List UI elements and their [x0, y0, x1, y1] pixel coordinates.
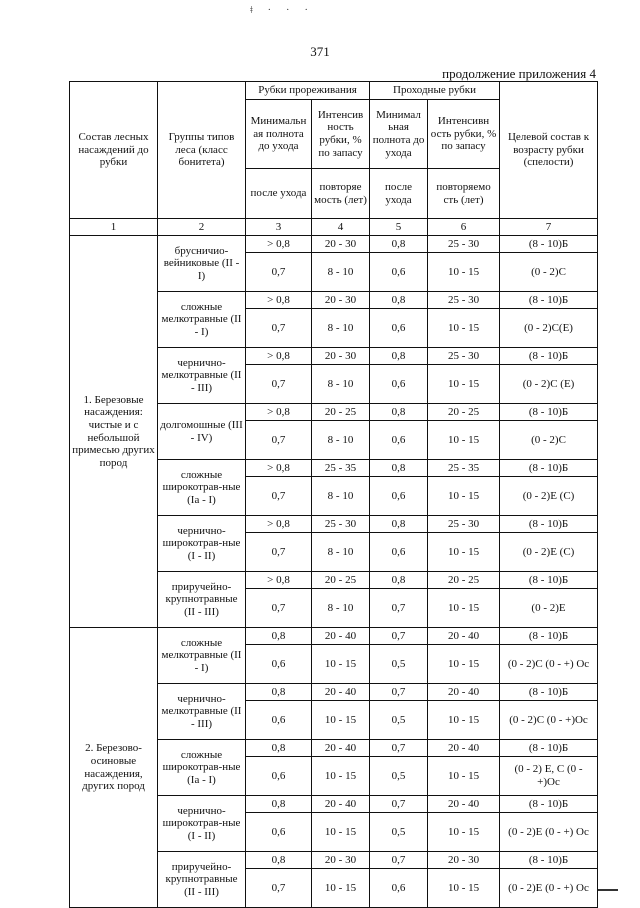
intensity-pass-cell: 10 - 15	[428, 589, 500, 628]
header-row-1	[70, 82, 598, 100]
intensity-thin-cell: 8 - 10	[312, 533, 370, 572]
target-composition-cell: (8 - 10)Б	[500, 852, 598, 869]
density-before-pass-cell: 0,7	[370, 628, 428, 645]
density-before-thin-cell: 0,7	[246, 869, 312, 908]
intensity-thin-cell: 8 - 10	[312, 477, 370, 516]
forest-type-group: чернично-мелкотравные (II - III)	[158, 684, 246, 740]
intensity-pass-cell: 20 - 40	[428, 796, 500, 813]
column-number: 2	[158, 219, 246, 236]
target-composition-cell: (8 - 10)Б	[500, 292, 598, 309]
intensity-pass-cell: 25 - 30	[428, 236, 500, 253]
intensity-thin-cell: 20 - 40	[312, 796, 370, 813]
column-numbers-row	[70, 219, 598, 236]
target-composition-cell: (8 - 10)Б	[500, 572, 598, 589]
header-after-pass: после ухода	[370, 169, 428, 219]
density-before-thin-cell: 0,7	[246, 309, 312, 348]
target-composition-cell: (8 - 10)Б	[500, 236, 598, 253]
target-composition-cell: (8 - 10)Б	[500, 684, 598, 701]
intensity-thin-cell: 20 - 30	[312, 348, 370, 365]
density-before-pass-cell: 0,7	[370, 852, 428, 869]
density-before-pass-cell: 0,8	[370, 404, 428, 421]
density-before-thin-cell: 0,7	[246, 477, 312, 516]
density-before-thin-cell: > 0,8	[246, 292, 312, 309]
intensity-pass-cell: 10 - 15	[428, 309, 500, 348]
intensity-pass-cell: 25 - 30	[428, 516, 500, 533]
intensity-thin-cell: 25 - 35	[312, 460, 370, 477]
density-before-pass-cell: 0,6	[370, 421, 428, 460]
density-before-thin-cell: 0,7	[246, 365, 312, 404]
intensity-pass-cell: 10 - 15	[428, 253, 500, 292]
header-intensity-pass: Интенсивн ость рубки, % по запасу	[428, 100, 500, 169]
intensity-thin-cell: 8 - 10	[312, 589, 370, 628]
density-before-pass-cell: 0,7	[370, 796, 428, 813]
intensity-pass-cell: 20 - 40	[428, 740, 500, 757]
continuation-label: продолжение приложения 4	[442, 66, 596, 81]
intensity-pass-cell: 10 - 15	[428, 533, 500, 572]
density-before-thin-cell: > 0,8	[246, 516, 312, 533]
target-composition-cell: (8 - 10)Б	[500, 516, 598, 533]
target-composition-cell: (8 - 10)Б	[500, 796, 598, 813]
intensity-pass-cell: 10 - 15	[428, 757, 500, 796]
header-repeat-pass: повторяемо сть (лет)	[428, 169, 500, 219]
density-before-pass-cell: 0,8	[370, 348, 428, 365]
target-composition-cell: (8 - 10)Б	[500, 628, 598, 645]
density-before-pass-cell: 0,6	[370, 533, 428, 572]
forest-type-group: чернично-широкотрав-ные (I - II)	[158, 516, 246, 572]
intensity-pass-cell: 10 - 15	[428, 701, 500, 740]
intensity-pass-cell: 10 - 15	[428, 477, 500, 516]
intensity-pass-cell: 20 - 30	[428, 852, 500, 869]
density-before-thin-cell: 0,8	[246, 628, 312, 645]
target-composition-cell: (8 - 10)Б	[500, 460, 598, 477]
intensity-thin-cell: 8 - 10	[312, 421, 370, 460]
density-before-thin-cell: 0,8	[246, 796, 312, 813]
forest-type-group: чернично-мелкотравные (II - III)	[158, 348, 246, 404]
header-passing: Проходные рубки	[370, 82, 500, 100]
target-composition-cell: (0 - 2)Е	[500, 589, 598, 628]
forest-type-group: брусничио-вейниковые (II - I)	[158, 236, 246, 292]
density-before-thin-cell: 0,8	[246, 740, 312, 757]
density-before-thin-cell: 0,8	[246, 852, 312, 869]
intensity-thin-cell: 20 - 25	[312, 572, 370, 589]
forest-type-group: сложные широкотрав-ные (Ia - I)	[158, 460, 246, 516]
column-number: 6	[428, 219, 500, 236]
target-composition-cell: (0 - 2)Е (0 - +) Ос	[500, 869, 598, 908]
density-before-thin-cell: 0,8	[246, 684, 312, 701]
column-number: 1	[70, 219, 158, 236]
density-before-pass-cell: 0,8	[370, 236, 428, 253]
target-composition-cell: (8 - 10)Б	[500, 348, 598, 365]
forest-type-group: сложные широкотрав-ные (Ia - I)	[158, 740, 246, 796]
header-groups: Группы типов леса (класс бонитета)	[158, 82, 246, 219]
target-composition-cell: (0 - 2)С (0 - +)Ос	[500, 701, 598, 740]
scan-marks: ǂ · · ·	[250, 4, 314, 16]
density-before-thin-cell: 0,7	[246, 253, 312, 292]
header-min-density-thin: Минимальн ая полнота до ухода	[246, 100, 312, 169]
target-composition-cell: (0 - 2)С	[500, 421, 598, 460]
density-before-pass-cell: 0,6	[370, 477, 428, 516]
column-number: 3	[246, 219, 312, 236]
density-before-thin-cell: > 0,8	[246, 572, 312, 589]
density-before-pass-cell: 0,7	[370, 740, 428, 757]
intensity-thin-cell: 20 - 40	[312, 740, 370, 757]
intensity-thin-cell: 10 - 15	[312, 813, 370, 852]
intensity-thin-cell: 20 - 25	[312, 404, 370, 421]
density-before-thin-cell: 0,6	[246, 645, 312, 684]
target-composition-cell: (8 - 10)Б	[500, 404, 598, 421]
intensity-thin-cell: 20 - 40	[312, 628, 370, 645]
header-thinning: Рубки прореживания	[246, 82, 370, 100]
density-before-pass-cell: 0,8	[370, 572, 428, 589]
target-composition-cell: (0 - 2)Е (С)	[500, 533, 598, 572]
intensity-thin-cell: 20 - 30	[312, 236, 370, 253]
density-before-pass-cell: 0,7	[370, 684, 428, 701]
density-before-thin-cell: > 0,8	[246, 404, 312, 421]
intensity-thin-cell: 10 - 15	[312, 645, 370, 684]
intensity-pass-cell: 20 - 25	[428, 404, 500, 421]
intensity-pass-cell: 10 - 15	[428, 813, 500, 852]
density-before-thin-cell: 0,7	[246, 533, 312, 572]
column-number: 4	[312, 219, 370, 236]
density-before-pass-cell: 0,6	[370, 253, 428, 292]
forest-type-group: чернично-широкотрав-ные (I - II)	[158, 796, 246, 852]
density-before-thin-cell: 0,7	[246, 589, 312, 628]
density-before-pass-cell: 0,7	[370, 589, 428, 628]
intensity-pass-cell: 25 - 30	[428, 348, 500, 365]
forest-type-group: приручейно-крупнотравные (II - III)	[158, 852, 246, 908]
target-composition-cell: (0 - 2) Е, С (0 - +)Ос	[500, 757, 598, 796]
forest-type-group: приручейно-крупнотравные (II - III)	[158, 572, 246, 628]
density-before-pass-cell: 0,6	[370, 309, 428, 348]
forest-type-group: сложные мелкотравные (II - I)	[158, 292, 246, 348]
header-min-density-pass: Минимал ьная полнота до ухода	[370, 100, 428, 169]
header-after-thin: после ухода	[246, 169, 312, 219]
density-before-thin-cell: 0,6	[246, 757, 312, 796]
intensity-thin-cell: 25 - 30	[312, 516, 370, 533]
density-before-pass-cell: 0,5	[370, 757, 428, 796]
composition-cell: 2. Березово-осиновые насаждения, других пород	[70, 628, 158, 908]
intensity-pass-cell: 20 - 40	[428, 628, 500, 645]
density-before-pass-cell: 0,8	[370, 516, 428, 533]
target-composition-cell: (0 - 2)С	[500, 253, 598, 292]
density-before-thin-cell: > 0,8	[246, 236, 312, 253]
table-row	[70, 236, 598, 253]
density-before-pass-cell: 0,6	[370, 365, 428, 404]
intensity-pass-cell: 20 - 25	[428, 572, 500, 589]
corner-mark	[598, 889, 618, 899]
density-before-pass-cell: 0,5	[370, 645, 428, 684]
column-number: 7	[500, 219, 598, 236]
table-row	[70, 628, 598, 645]
density-before-pass-cell: 0,5	[370, 813, 428, 852]
density-before-thin-cell: 0,6	[246, 813, 312, 852]
target-composition-cell: (0 - 2)С (Е)	[500, 365, 598, 404]
intensity-thin-cell: 10 - 15	[312, 701, 370, 740]
intensity-pass-cell: 10 - 15	[428, 645, 500, 684]
header-target: Целевой состав к возрасту рубки (спелости)	[500, 82, 598, 219]
intensity-pass-cell: 25 - 35	[428, 460, 500, 477]
intensity-thin-cell: 8 - 10	[312, 365, 370, 404]
target-composition-cell: (0 - 2)С(Е)	[500, 309, 598, 348]
density-before-pass-cell: 0,6	[370, 869, 428, 908]
intensity-thin-cell: 20 - 30	[312, 292, 370, 309]
target-composition-cell: (0 - 2)Е (0 - +) Ос	[500, 813, 598, 852]
forest-type-group: долгомошные (III - IV)	[158, 404, 246, 460]
forest-care-table	[69, 81, 598, 908]
intensity-pass-cell: 20 - 40	[428, 684, 500, 701]
intensity-pass-cell: 25 - 30	[428, 292, 500, 309]
intensity-pass-cell: 10 - 15	[428, 869, 500, 908]
forest-type-group: сложные мелкотравные (II - I)	[158, 628, 246, 684]
header-intensity-thin: Интенсив ность рубки, % по запасу	[312, 100, 370, 169]
page-number: 371	[310, 44, 330, 59]
intensity-thin-cell: 20 - 30	[312, 852, 370, 869]
column-number: 5	[370, 219, 428, 236]
intensity-thin-cell: 8 - 10	[312, 253, 370, 292]
composition-cell: 1. Березовые насаждения: чистые и с небольшой примесью других пород	[70, 236, 158, 628]
intensity-thin-cell: 20 - 40	[312, 684, 370, 701]
density-before-thin-cell: > 0,8	[246, 460, 312, 477]
intensity-thin-cell: 10 - 15	[312, 757, 370, 796]
density-before-thin-cell: 0,6	[246, 701, 312, 740]
target-composition-cell: (0 - 2)Е (С)	[500, 477, 598, 516]
density-before-thin-cell: > 0,8	[246, 348, 312, 365]
target-composition-cell: (8 - 10)Б	[500, 740, 598, 757]
density-before-pass-cell: 0,8	[370, 460, 428, 477]
intensity-thin-cell: 8 - 10	[312, 309, 370, 348]
intensity-pass-cell: 10 - 15	[428, 365, 500, 404]
intensity-thin-cell: 10 - 15	[312, 869, 370, 908]
header-composition: Состав лесных насаждений до рубки	[70, 82, 158, 219]
header-repeat-thin: повторяе мость (лет)	[312, 169, 370, 219]
density-before-pass-cell: 0,5	[370, 701, 428, 740]
target-composition-cell: (0 - 2)С (0 - +) Ос	[500, 645, 598, 684]
density-before-thin-cell: 0,7	[246, 421, 312, 460]
intensity-pass-cell: 10 - 15	[428, 421, 500, 460]
density-before-pass-cell: 0,8	[370, 292, 428, 309]
